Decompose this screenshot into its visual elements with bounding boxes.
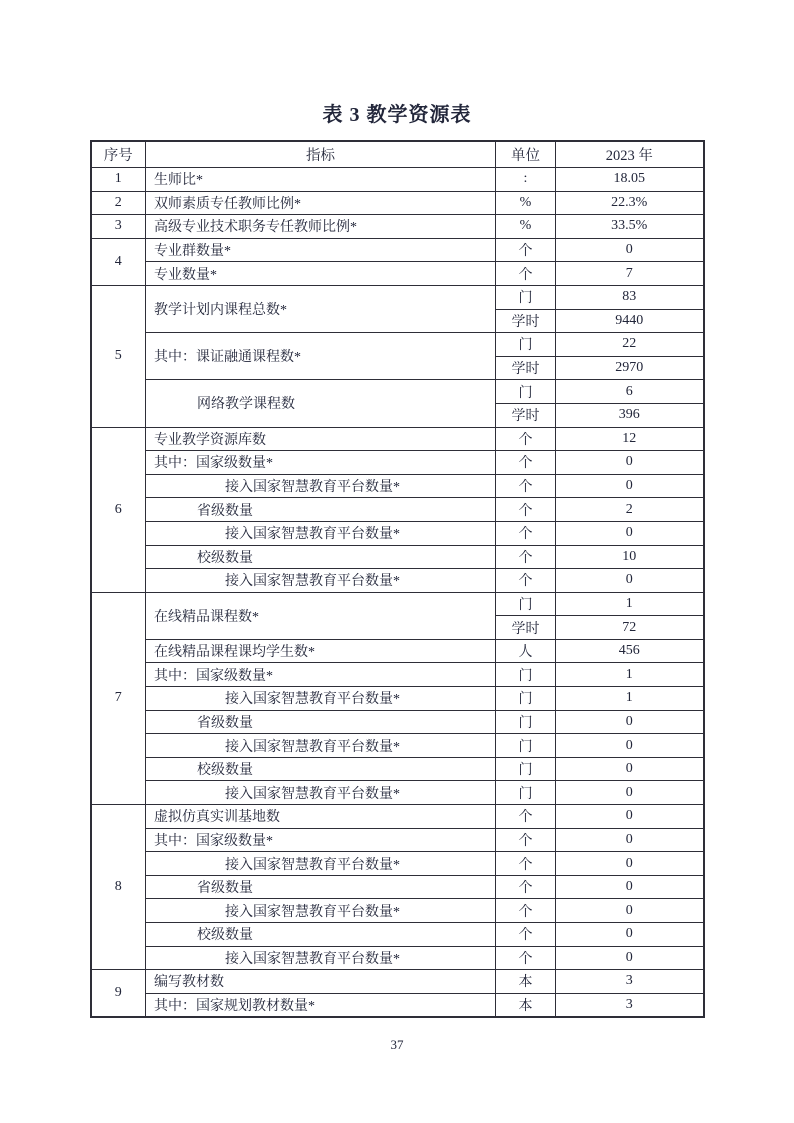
indicator-cell: 接入国家智慧教育平台数量* <box>146 899 496 923</box>
indicator-cell: 专业群数量* <box>146 238 496 262</box>
value-cell: 33.5% <box>556 215 704 239</box>
seq-cell: 2 <box>91 191 146 215</box>
indicator-cell: 其中：国家级数量* <box>146 828 496 852</box>
table-row <box>91 592 704 616</box>
value-cell: 0 <box>556 781 704 805</box>
value-cell: 0 <box>556 757 704 781</box>
indicator-cell: 接入国家智慧教育平台数量* <box>146 734 496 758</box>
unit-cell: 个 <box>496 899 556 923</box>
value-cell: 0 <box>556 569 704 593</box>
indicator-cell: 双师素质专任教师比例* <box>146 191 496 215</box>
value-cell: 0 <box>556 238 704 262</box>
unit-cell: 个 <box>496 828 556 852</box>
table-row <box>91 451 704 475</box>
indicator-cell: 接入国家智慧教育平台数量* <box>146 852 496 876</box>
unit-cell: 学时 <box>496 616 556 640</box>
value-cell: 0 <box>556 521 704 545</box>
table-row <box>91 710 704 734</box>
seq-cell: 5 <box>91 285 146 427</box>
indicator-cell: 高级专业技术职务专任教师比例* <box>146 215 496 239</box>
unit-cell: 学时 <box>496 356 556 380</box>
header-indicator: 指标 <box>146 141 496 168</box>
unit-cell: 门 <box>496 285 556 309</box>
unit-cell: 学时 <box>496 403 556 427</box>
indicator-cell: 在线精品课程数* <box>146 592 496 639</box>
value-cell: 9440 <box>556 309 704 333</box>
table-row <box>91 734 704 758</box>
seq-cell: 4 <box>91 238 146 285</box>
unit-cell: 门 <box>496 663 556 687</box>
table-row <box>91 498 704 522</box>
table-row <box>91 687 704 711</box>
indicator-cell: 专业教学资源库数 <box>146 427 496 451</box>
value-cell: 1 <box>556 663 704 687</box>
table-row <box>91 262 704 286</box>
unit-cell: 个 <box>496 946 556 970</box>
resource-table-body <box>91 168 704 1018</box>
unit-cell: 个 <box>496 521 556 545</box>
indicator-cell: 接入国家智慧教育平台数量* <box>146 569 496 593</box>
value-cell: 1 <box>556 687 704 711</box>
unit-cell: 个 <box>496 238 556 262</box>
table-row <box>91 285 704 309</box>
value-cell: 22.3% <box>556 191 704 215</box>
value-cell: 6 <box>556 380 704 404</box>
indicator-cell: 接入国家智慧教育平台数量* <box>146 781 496 805</box>
unit-cell: 门 <box>496 592 556 616</box>
indicator-cell: 接入国家智慧教育平台数量* <box>146 521 496 545</box>
indicator-cell: 省级数量 <box>146 875 496 899</box>
value-cell: 2970 <box>556 356 704 380</box>
indicator-cell: 编写教材数 <box>146 970 496 994</box>
unit-cell: 个 <box>496 262 556 286</box>
unit-cell: 门 <box>496 687 556 711</box>
table-row <box>91 946 704 970</box>
unit-cell: 本 <box>496 993 556 1017</box>
indicator-cell: 接入国家智慧教育平台数量* <box>146 474 496 498</box>
indicator-cell: 在线精品课程课均学生数* <box>146 639 496 663</box>
value-cell: 7 <box>556 262 704 286</box>
table-row <box>91 828 704 852</box>
table-row <box>91 663 704 687</box>
header-year: 2023 年 <box>556 141 704 168</box>
value-cell: 456 <box>556 639 704 663</box>
table-row <box>91 333 704 357</box>
indicator-cell: 校级数量 <box>146 923 496 947</box>
table-row <box>91 757 704 781</box>
indicator-cell: 其中：国家规划教材数量* <box>146 993 496 1017</box>
value-cell: 83 <box>556 285 704 309</box>
unit-cell: 个 <box>496 875 556 899</box>
seq-cell: 3 <box>91 215 146 239</box>
unit-cell: 本 <box>496 970 556 994</box>
indicator-cell: 校级数量 <box>146 757 496 781</box>
value-cell: 0 <box>556 474 704 498</box>
seq-cell: 8 <box>91 805 146 970</box>
indicator-cell: 专业数量* <box>146 262 496 286</box>
value-cell: 3 <box>556 970 704 994</box>
value-cell: 0 <box>556 852 704 876</box>
value-cell: 12 <box>556 427 704 451</box>
unit-cell: 门 <box>496 734 556 758</box>
table-row <box>91 970 704 994</box>
unit-cell: 个 <box>496 569 556 593</box>
table-row <box>91 191 704 215</box>
table-row <box>91 781 704 805</box>
value-cell: 0 <box>556 828 704 852</box>
value-cell: 10 <box>556 545 704 569</box>
unit-cell: % <box>496 215 556 239</box>
indicator-cell: 其中：国家级数量* <box>146 663 496 687</box>
unit-cell: 个 <box>496 545 556 569</box>
table-row <box>91 852 704 876</box>
unit-cell: 门 <box>496 757 556 781</box>
unit-cell: 个 <box>496 474 556 498</box>
unit-cell: 个 <box>496 923 556 947</box>
table-row <box>91 545 704 569</box>
indicator-cell: 省级数量 <box>146 710 496 734</box>
indicator-cell: 生师比* <box>146 168 496 192</box>
seq-cell: 6 <box>91 427 146 592</box>
unit-cell: 个 <box>496 852 556 876</box>
value-cell: 0 <box>556 899 704 923</box>
unit-cell: 人 <box>496 639 556 663</box>
value-cell: 0 <box>556 946 704 970</box>
unit-cell: 个 <box>496 427 556 451</box>
value-cell: 22 <box>556 333 704 357</box>
unit-cell: 个 <box>496 805 556 829</box>
table-row <box>91 923 704 947</box>
value-cell: 0 <box>556 734 704 758</box>
seq-cell: 1 <box>91 168 146 192</box>
unit-cell: : <box>496 168 556 192</box>
table-row <box>91 427 704 451</box>
unit-cell: 门 <box>496 333 556 357</box>
unit-cell: 个 <box>496 451 556 475</box>
table-header-row <box>91 141 704 168</box>
table-row <box>91 875 704 899</box>
unit-cell: % <box>496 191 556 215</box>
unit-cell: 门 <box>496 781 556 805</box>
indicator-cell: 省级数量 <box>146 498 496 522</box>
table-row <box>91 474 704 498</box>
value-cell: 0 <box>556 710 704 734</box>
table-row <box>91 569 704 593</box>
table-row <box>91 215 704 239</box>
value-cell: 0 <box>556 805 704 829</box>
value-cell: 396 <box>556 403 704 427</box>
table-title: 表 3 教学资源表 <box>322 104 472 126</box>
unit-cell: 门 <box>496 710 556 734</box>
table-row <box>91 805 704 829</box>
indicator-cell: 教学计划内课程总数* <box>146 285 496 332</box>
value-cell: 2 <box>556 498 704 522</box>
unit-cell: 个 <box>496 498 556 522</box>
unit-cell: 门 <box>496 380 556 404</box>
header-seq: 序号 <box>91 141 146 168</box>
indicator-cell: 其中：国家级数量* <box>146 451 496 475</box>
value-cell: 0 <box>556 451 704 475</box>
value-cell: 0 <box>556 923 704 947</box>
value-cell: 0 <box>556 875 704 899</box>
table-row <box>91 899 704 923</box>
seq-cell: 9 <box>91 970 146 1018</box>
table-row <box>91 639 704 663</box>
unit-cell: 学时 <box>496 309 556 333</box>
indicator-cell: 虚拟仿真实训基地数 <box>146 805 496 829</box>
table-row <box>91 168 704 192</box>
page-number: 37 <box>390 1037 404 1052</box>
indicator-cell: 其中：课证融通课程数* <box>146 333 496 380</box>
teaching-resources-table <box>90 140 705 1018</box>
value-cell: 3 <box>556 993 704 1017</box>
value-cell: 18.05 <box>556 168 704 192</box>
indicator-cell: 接入国家智慧教育平台数量* <box>146 946 496 970</box>
indicator-cell: 接入国家智慧教育平台数量* <box>146 687 496 711</box>
table-row <box>91 993 704 1017</box>
indicator-cell: 网络教学课程数 <box>146 380 496 427</box>
header-unit: 单位 <box>496 141 556 168</box>
value-cell: 1 <box>556 592 704 616</box>
table-row <box>91 380 704 404</box>
indicator-cell: 校级数量 <box>146 545 496 569</box>
value-cell: 72 <box>556 616 704 640</box>
table-row <box>91 521 704 545</box>
table-row <box>91 238 704 262</box>
seq-cell: 7 <box>91 592 146 804</box>
